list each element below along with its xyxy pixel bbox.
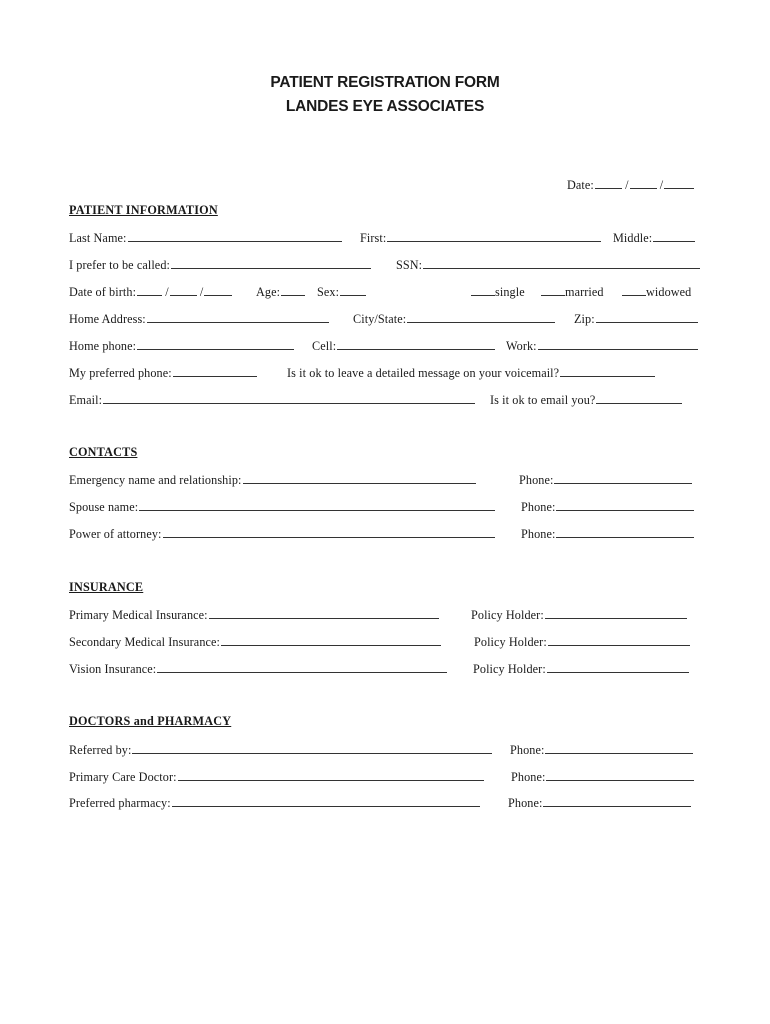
single-check-field[interactable]	[471, 284, 495, 296]
dob-label: Date of birth:	[69, 285, 137, 299]
emergency-field[interactable]	[243, 472, 476, 484]
last-name-label: Last Name:	[69, 231, 127, 245]
date-row	[567, 177, 694, 193]
secondary-insurance-field[interactable]	[221, 634, 441, 646]
pharmacy-phone-field[interactable]	[543, 795, 691, 807]
secondary-holder-label: Policy Holder:	[474, 635, 547, 649]
spouse-phone-label: Phone:	[521, 500, 556, 514]
first-name-field[interactable]	[387, 230, 601, 242]
preferred-phone-field[interactable]	[173, 365, 257, 377]
home-address-field[interactable]	[147, 311, 329, 323]
ssn-field[interactable]	[423, 257, 700, 269]
practice-name: LANDES EYE ASSOCIATES	[285, 98, 485, 115]
dob-separator: /	[165, 285, 169, 299]
pcp-phone-field[interactable]	[546, 769, 694, 781]
sex-field[interactable]	[340, 284, 366, 296]
last-name-field[interactable]	[128, 230, 342, 242]
emergency-phone-label: Phone:	[519, 473, 554, 487]
preferred-name-field[interactable]	[171, 257, 371, 269]
voicemail-question: Is it ok to leave a detailed message on your voicemail?	[287, 366, 560, 380]
pcp-label: Primary Care Doctor:	[69, 770, 177, 784]
email-field[interactable]	[103, 392, 475, 404]
pharmacy-phone-label: Phone:	[508, 796, 543, 810]
date-day-field[interactable]	[630, 177, 657, 189]
age-field[interactable]	[281, 284, 305, 296]
ssn-label: SSN:	[396, 258, 423, 272]
date-separator: /	[625, 178, 629, 192]
dob-year-field[interactable]	[204, 284, 232, 296]
patient-info-heading: PATIENT INFORMATION	[69, 203, 218, 217]
widowed-check-field[interactable]	[622, 284, 646, 296]
age-label: Age:	[256, 285, 281, 299]
preferred-name-label: I prefer to be called:	[69, 258, 170, 272]
secondary-insurance-label: Secondary Medical Insurance:	[69, 635, 221, 649]
married-label: married	[565, 285, 604, 299]
date-year-field[interactable]	[664, 177, 694, 189]
dob-month-field[interactable]	[137, 284, 162, 296]
vision-insurance-field[interactable]	[157, 661, 447, 673]
secondary-holder-field[interactable]	[548, 634, 690, 646]
email-ok-question: Is it ok to email you?	[490, 393, 596, 407]
doctors-heading: DOCTORS and PHARMACY	[69, 714, 232, 728]
middle-name-field[interactable]	[653, 230, 695, 242]
dob-day-field[interactable]	[170, 284, 197, 296]
date-month-field[interactable]	[595, 177, 622, 189]
vision-holder-label: Policy Holder:	[473, 662, 546, 676]
referred-phone-label: Phone:	[510, 743, 545, 757]
city-state-label: City/State:	[353, 312, 407, 326]
pcp-phone-label: Phone:	[511, 770, 546, 784]
referred-label: Referred by:	[69, 743, 132, 757]
contacts-heading: CONTACTS	[69, 445, 138, 459]
primary-insurance-field[interactable]	[209, 607, 439, 619]
spouse-label: Spouse name:	[69, 500, 139, 514]
zip-label: Zip:	[574, 312, 595, 326]
poa-phone-label: Phone:	[521, 527, 556, 541]
zip-field[interactable]	[596, 311, 698, 323]
pcp-field[interactable]	[178, 769, 484, 781]
poa-field[interactable]	[163, 526, 495, 538]
vision-insurance-label: Vision Insurance:	[69, 662, 157, 676]
primary-holder-label: Policy Holder:	[471, 608, 544, 622]
insurance-heading: INSURANCE	[69, 580, 144, 594]
referred-phone-field[interactable]	[545, 742, 693, 754]
primary-insurance-label: Primary Medical Insurance:	[69, 608, 208, 622]
home-address-label: Home Address:	[69, 312, 146, 326]
cell-field[interactable]	[337, 338, 495, 350]
work-label: Work:	[506, 339, 537, 353]
pharmacy-label: Preferred pharmacy:	[69, 796, 171, 810]
email-label: Email:	[69, 393, 103, 407]
first-name-label: First:	[360, 231, 387, 245]
voicemail-answer-field[interactable]	[560, 365, 655, 377]
cell-label: Cell:	[312, 339, 337, 353]
form-title: PATIENT REGISTRATION FORM	[270, 74, 500, 91]
spouse-phone-field[interactable]	[556, 499, 694, 511]
single-label: single	[495, 285, 525, 299]
home-phone-label: Home phone:	[69, 339, 137, 353]
sex-label: Sex:	[317, 285, 340, 299]
middle-name-label: Middle:	[613, 231, 653, 245]
email-ok-answer-field[interactable]	[596, 392, 682, 404]
referred-field[interactable]	[132, 742, 492, 754]
city-state-field[interactable]	[407, 311, 555, 323]
dob-separator: /	[199, 285, 204, 299]
vision-holder-field[interactable]	[547, 661, 689, 673]
poa-label: Power of attorney:	[69, 527, 162, 541]
emergency-phone-field[interactable]	[554, 472, 692, 484]
preferred-phone-label: My preferred phone:	[69, 366, 172, 380]
emergency-label: Emergency name and relationship:	[69, 473, 242, 487]
primary-holder-field[interactable]	[545, 607, 687, 619]
date-label: Date:	[567, 178, 594, 192]
home-phone-field[interactable]	[137, 338, 294, 350]
work-field[interactable]	[538, 338, 698, 350]
date-separator: /	[659, 178, 664, 192]
poa-phone-field[interactable]	[556, 526, 694, 538]
pharmacy-field[interactable]	[172, 795, 480, 807]
married-check-field[interactable]	[541, 284, 565, 296]
spouse-field[interactable]	[139, 499, 495, 511]
widowed-label: widowed	[646, 285, 692, 299]
